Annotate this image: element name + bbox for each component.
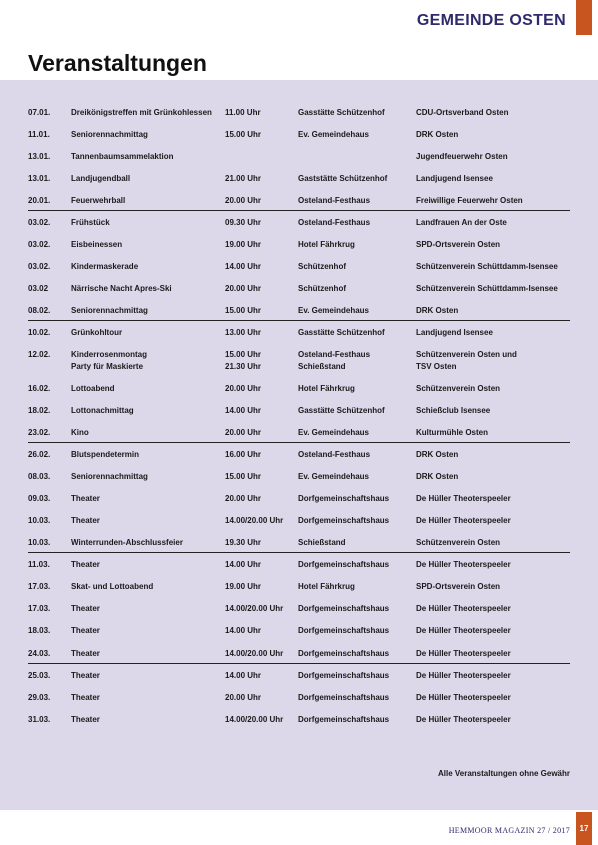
event-name: Winterrunden-Abschlussfeier — [71, 538, 183, 547]
event-date: 10.03. — [28, 516, 51, 525]
event-organizer: De Hüller Theoterspeeler — [416, 516, 511, 525]
event-venue: Ev. Gemeindehaus — [298, 472, 369, 481]
event-organizer: Schützenverein Osten — [416, 538, 501, 547]
event-date: 25.03. — [28, 671, 51, 680]
event-time: 19.00 Uhr — [225, 240, 262, 249]
event-date: 03.02. — [28, 218, 51, 227]
event-row — [28, 217, 570, 228]
event-row — [28, 648, 570, 664]
event-organizer: De Hüller Theoterspeeler — [416, 649, 511, 658]
event-date: 03.02 — [28, 284, 49, 293]
event-venue: Gasstätte Schützenhof — [298, 108, 385, 117]
event-venue: Ev. Gemeindehaus — [298, 130, 369, 139]
event-time: 14.00 Uhr — [225, 626, 262, 635]
event-date: 13.01. — [28, 174, 51, 183]
event-organizer: Landfrauen An der Oste — [416, 218, 507, 227]
event-name: Blutspendetermin — [71, 450, 140, 459]
event-name: Seniorennachmittag — [71, 130, 148, 139]
event-time: 14.00 Uhr — [225, 406, 262, 415]
event-time: 14.00/20.00 Uhr — [225, 649, 284, 658]
event-row — [28, 449, 570, 460]
event-time: 19.30 Uhr — [225, 538, 262, 547]
event-organizer: SPD-Ortsverein Osten — [416, 582, 501, 591]
event-row — [28, 151, 570, 162]
event-row — [28, 493, 570, 504]
event-row — [28, 581, 570, 592]
event-name: Feuerwehrball — [71, 196, 126, 205]
event-date: 24.03. — [28, 649, 51, 658]
event-venue: Schützenhof — [298, 262, 346, 271]
event-name: Theater — [71, 494, 100, 503]
page-number: 17 — [576, 812, 592, 845]
event-venue: Osteland-Festhaus — [298, 196, 371, 205]
event-venue: Ev. Gemeindehaus — [298, 306, 369, 315]
event-row — [28, 173, 570, 184]
event-time: 14.00 Uhr — [225, 560, 262, 569]
event-time: 15.00 Uhr — [225, 350, 262, 359]
event-name: Theater — [71, 693, 100, 702]
event-time: 20.00 Uhr — [225, 384, 262, 393]
event-organizer: DRK Osten — [416, 306, 459, 315]
event-organizer: De Hüller Theoterspeeler — [416, 671, 511, 680]
event-organizer: Schützenverein Osten und — [416, 350, 517, 359]
event-row — [28, 383, 570, 394]
event-date: 07.01. — [28, 108, 51, 117]
event-venue: Dorfgemeinschaftshaus — [298, 715, 390, 724]
event-time: 14.00 Uhr — [225, 262, 262, 271]
event-time: 16.00 Uhr — [225, 450, 262, 459]
event-name: Theater — [71, 516, 100, 525]
event-venue: Osteland-Festhaus — [298, 218, 371, 227]
event-date: 31.03. — [28, 715, 51, 724]
event-date: 23.02. — [28, 428, 51, 437]
event-venue: Ev. Gemeindehaus — [298, 428, 369, 437]
event-row — [28, 471, 570, 482]
event-venue: Schützenhof — [298, 284, 346, 293]
event-date: 10.03. — [28, 538, 51, 547]
event-date: 26.02. — [28, 450, 51, 459]
event-name: Kinderrosenmontag — [71, 350, 148, 359]
event-time: 14.00/20.00 Uhr — [225, 715, 284, 724]
event-venue: Osteland-Festhaus — [298, 450, 371, 459]
event-name: Närrische Nacht Apres-Ski — [71, 284, 172, 293]
event-date: 03.02. — [28, 240, 51, 249]
event-name: Lottoabend — [71, 384, 115, 393]
disclaimer: Alle Veranstaltungen ohne Gewähr — [437, 769, 570, 778]
event-date: 08.03. — [28, 472, 51, 481]
event-organizer: Jugendfeuerwehr Osten — [416, 152, 508, 161]
event-name: Seniorennachmittag — [71, 306, 148, 315]
event-venue: Dorfgemeinschaftshaus — [298, 671, 390, 680]
event-time: 20.00 Uhr — [225, 693, 262, 702]
event-organizer: Landjugend Isensee — [416, 328, 493, 337]
event-row — [28, 129, 570, 140]
event-name: Theater — [71, 626, 100, 635]
event-organizer: DRK Osten — [416, 450, 459, 459]
event-date: 16.02. — [28, 384, 51, 393]
event-time: 13.00 Uhr — [225, 328, 262, 337]
event-organizer: CDU-Ortsverband Osten — [416, 108, 509, 117]
event-date: 17.03. — [28, 604, 51, 613]
event-time: 20.00 Uhr — [225, 494, 262, 503]
event-venue: Dorfgemeinschaftshaus — [298, 649, 390, 658]
event-time: 20.00 Uhr — [225, 284, 262, 293]
event-row — [28, 239, 570, 250]
event-name: Eisbeinessen — [71, 240, 123, 249]
event-date: 20.01. — [28, 196, 51, 205]
event-row — [28, 625, 570, 636]
event-name: Tannenbaumsammelaktion — [71, 152, 174, 161]
event-date: 12.02. — [28, 350, 51, 359]
event-name: Party für Maskierte — [71, 362, 144, 371]
event-venue: Osteland-Festhaus — [298, 350, 371, 359]
event-organizer: De Hüller Theoterspeeler — [416, 494, 511, 503]
event-venue: Hotel Fährkrug — [298, 582, 355, 591]
event-venue: Hotel Fährkrug — [298, 384, 355, 393]
event-organizer: DRK Osten — [416, 130, 459, 139]
event-venue: Gasstätte Schützenhof — [298, 406, 385, 415]
event-venue: Dorfgemeinschaftshaus — [298, 604, 390, 613]
header-accent-bar — [576, 0, 592, 35]
event-name: Theater — [71, 715, 100, 724]
event-organizer: De Hüller Theoterspeeler — [416, 693, 511, 702]
event-time: 14.00 Uhr — [225, 671, 262, 680]
event-organizer: Landjugend Isensee — [416, 174, 493, 183]
event-row — [28, 670, 570, 681]
event-date: 08.02. — [28, 306, 51, 315]
event-name: Theater — [71, 604, 100, 613]
event-time: 19.00 Uhr — [225, 582, 262, 591]
event-date: 17.03. — [28, 582, 51, 591]
event-organizer: Schützenverein Schüttdamm-Isensee — [416, 262, 558, 271]
event-name: Seniorennachmittag — [71, 472, 148, 481]
event-organizer: De Hüller Theoterspeeler — [416, 560, 511, 569]
event-row — [28, 195, 570, 211]
event-name: Lottonachmittag — [71, 406, 134, 415]
event-time: 09.30 Uhr — [225, 218, 262, 227]
header-brand: GEMEINDE OSTEN — [416, 12, 566, 29]
event-date: 18.03. — [28, 626, 51, 635]
event-date: 13.01. — [28, 152, 51, 161]
event-venue: Hotel Fährkrug — [298, 240, 355, 249]
event-row — [28, 283, 570, 294]
event-row — [28, 107, 570, 118]
event-row — [28, 559, 570, 570]
event-venue: Dorfgemeinschaftshaus — [298, 693, 390, 702]
event-time: 11.00 Uhr — [225, 108, 261, 117]
event-row — [28, 349, 570, 360]
event-row — [28, 405, 570, 416]
event-organizer: De Hüller Theoterspeeler — [416, 715, 511, 724]
event-row — [28, 427, 570, 443]
event-organizer: Schießclub Isensee — [416, 406, 491, 415]
event-row — [28, 327, 570, 338]
event-date: 09.03. — [28, 494, 51, 503]
event-name: Kino — [71, 428, 89, 437]
event-time: 21.00 Uhr — [225, 174, 262, 183]
event-row — [28, 537, 570, 553]
event-row — [28, 515, 570, 526]
event-row — [28, 305, 570, 321]
event-row — [28, 261, 570, 272]
event-venue: Dorfgemeinschaftshaus — [298, 626, 390, 635]
event-time: 15.00 Uhr — [225, 472, 262, 481]
event-time: 21.30 Uhr — [225, 362, 262, 371]
event-time: 15.00 Uhr — [225, 130, 262, 139]
event-organizer: DRK Osten — [416, 472, 459, 481]
event-name: Grünkohltour — [71, 328, 123, 337]
event-name: Frühstück — [71, 218, 110, 227]
event-venue: Gasstätte Schützenhof — [298, 328, 385, 337]
event-organizer: Schützenverein Osten — [416, 384, 501, 393]
event-time: 14.00/20.00 Uhr — [225, 604, 284, 613]
event-organizer: De Hüller Theoterspeeler — [416, 604, 511, 613]
event-time: 20.00 Uhr — [225, 428, 262, 437]
event-venue: Schießstand — [298, 538, 346, 547]
event-name: Theater — [71, 671, 100, 680]
event-venue: Dorfgemeinschaftshaus — [298, 494, 390, 503]
event-venue: Schießstand — [298, 362, 346, 371]
page-title: Veranstaltungen — [28, 50, 207, 76]
event-name: Landjugendball — [71, 174, 131, 183]
event-date: 18.02. — [28, 406, 51, 415]
event-date: 10.02. — [28, 328, 51, 337]
event-row — [28, 361, 570, 372]
event-name: Dreikönigstreffen mit Grünkohlessen — [71, 108, 212, 117]
event-row — [28, 692, 570, 703]
event-date: 03.02. — [28, 262, 51, 271]
event-name: Theater — [71, 560, 100, 569]
event-organizer: De Hüller Theoterspeeler — [416, 626, 511, 635]
event-name: Theater — [71, 649, 100, 658]
event-venue: Dorfgemeinschaftshaus — [298, 560, 390, 569]
event-organizer: Freiwillige Feuerwehr Osten — [416, 196, 523, 205]
event-row — [28, 714, 570, 725]
event-name: Skat- und Lottoabend — [71, 582, 154, 591]
event-venue: Gaststätte Schützenhof — [298, 174, 388, 183]
event-date: 11.01. — [28, 130, 50, 139]
event-venue: Dorfgemeinschaftshaus — [298, 516, 390, 525]
event-organizer: TSV Osten — [416, 362, 457, 371]
event-date: 29.03. — [28, 693, 51, 702]
event-row — [28, 603, 570, 614]
event-time: 20.00 Uhr — [225, 196, 262, 205]
event-organizer: SPD-Ortsverein Osten — [416, 240, 501, 249]
event-organizer: Schützenverein Schüttdamm-Isensee — [416, 284, 558, 293]
event-time: 14.00/20.00 Uhr — [225, 516, 284, 525]
footer-magazine: HEMMOOR MAGAZIN 27 / 2017 — [448, 826, 570, 835]
event-time: 15.00 Uhr — [225, 306, 262, 315]
event-name: Kindermaskerade — [71, 262, 139, 271]
event-organizer: Kulturmühle Osten — [416, 428, 489, 437]
event-date: 11.03. — [28, 560, 50, 569]
